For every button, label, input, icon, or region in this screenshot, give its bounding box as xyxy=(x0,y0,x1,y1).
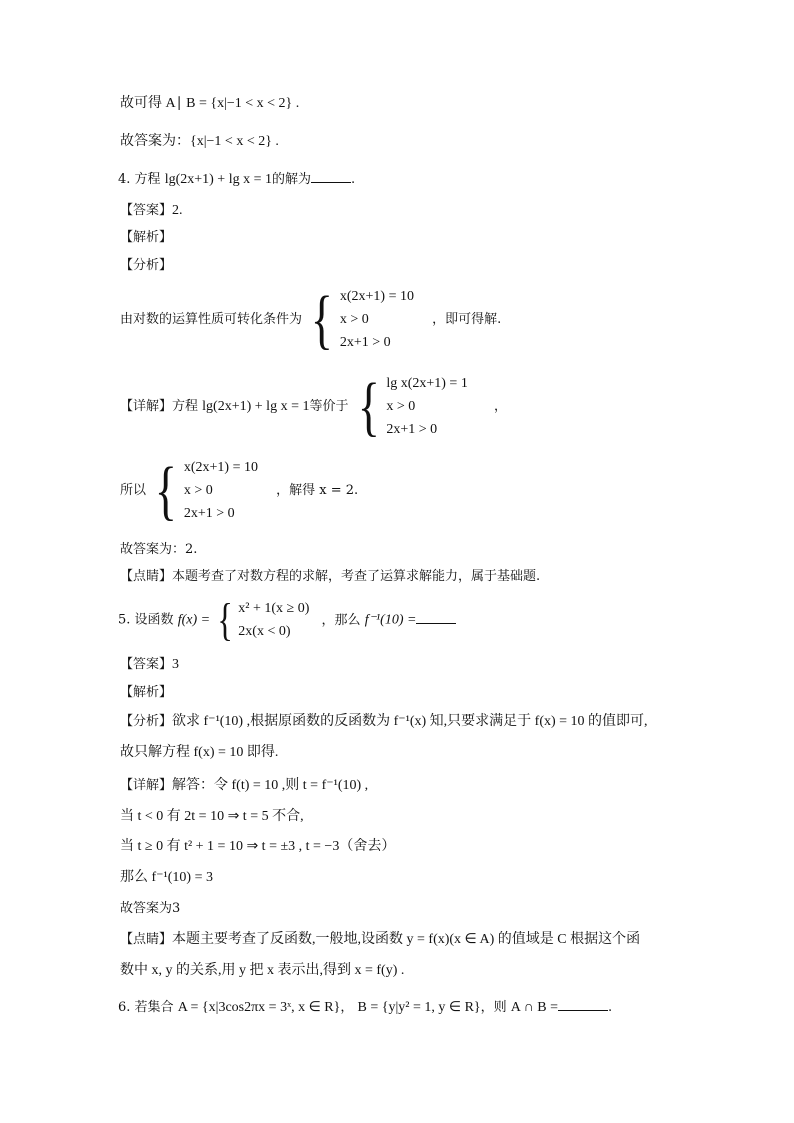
text-line: 数中 x, y 的关系,用 y 把 x 表示出,得到 x = f(y) . xyxy=(120,963,405,978)
brace-icon: { xyxy=(310,282,334,356)
answer-blank xyxy=(416,611,456,624)
text-line: 当 t ≥ 0 有 t² + 1 = 10 ⇒ t = ±3 , t = −3（舍去） xyxy=(120,839,396,854)
text-line: 那么 f⁻¹(10) = 3 xyxy=(120,870,213,885)
jiexi-tag: 【解析】 xyxy=(120,685,173,700)
question-4-stem: 4. 方程 lg(2x+1) + lg x = 1的解为 . xyxy=(118,172,356,187)
text-line: 故只解方程 f(x) = 10 即得. xyxy=(120,745,279,760)
answer-line: 【答案】2. xyxy=(120,203,183,218)
equation-system: { x(2x+1) = 10 x > 0 2x+1 > 0 xyxy=(154,453,258,527)
answer-blank xyxy=(311,170,351,183)
fenxi-line: 【分析】欲求 f⁻¹(10) ,根据原函数的反函数为 f⁻¹(x) 知,只要求满足于 f(x) = 10 的值即可, xyxy=(120,714,648,729)
equation-system: { x(2x+1) = 10 x > 0 2x+1 > 0 xyxy=(310,282,414,356)
answer-line: 【答案】3 xyxy=(120,657,180,672)
question-5-stem: 5. 设函数 f(x) = { x² + 1(x ≥ 0) 2x(x < 0) ，那么 f⁻¹(10) = xyxy=(118,597,456,643)
brace-icon: { xyxy=(217,594,233,645)
piecewise-function: { x² + 1(x ≥ 0) 2x(x < 0) xyxy=(217,594,310,645)
detail-line: 【详解】方程 lg(2x+1) + lg x = 1等价于 { lg x(2x+1) = 1 x > 0 2x+1 > 0 ， xyxy=(120,369,507,443)
fenxi-line: 由对数的运算性质可转化条件为 { x(2x+1) = 10 x > 0 2x+1 > 0 ，即可得解. xyxy=(120,282,502,356)
comment-line: 【点睛】本题考查了对数方程的求解，考查了运算求解能力，属于基础题. xyxy=(120,569,541,584)
detail-line: 【详解】解答：令 f(t) = 10 ,则 t = f⁻¹(10) , xyxy=(120,778,369,793)
brace-icon: { xyxy=(357,369,380,443)
question-6-stem: 6. 若集合 A = {x|3cos2πx = 3ˣ, x ∈ R}， B = {y|y² = 1, y ∈ R}，则 A ∩ B = . xyxy=(118,1000,613,1015)
brace-icon: { xyxy=(154,453,178,527)
comment-line: 【点睛】本题主要考查了反函数,一般地,设函数 y = f(x)(x ∈ A) 的值域是 C 根据这个函 xyxy=(120,932,641,947)
answer-blank xyxy=(558,998,608,1011)
text-line: 故答案为3 xyxy=(120,901,181,916)
text-line: 当 t < 0 有 2t = 10 ⇒ t = 5 不合, xyxy=(120,809,304,824)
so-line: 所以 { x(2x+1) = 10 x > 0 2x+1 > 0 ，解得 x = 2. xyxy=(120,453,359,527)
jiexi-tag: 【解析】 xyxy=(120,230,173,245)
text-line: 故答案为：{x|−1 < x < 2} . xyxy=(120,134,279,149)
text-line: 故可得 A∣ B = {x|−1 < x < 2} . xyxy=(120,96,300,111)
equation-system: { lg x(2x+1) = 1 x > 0 2x+1 > 0 xyxy=(357,369,468,443)
fenxi-tag: 【分析】 xyxy=(120,258,173,273)
text-line: 故答案为：2. xyxy=(120,542,198,557)
